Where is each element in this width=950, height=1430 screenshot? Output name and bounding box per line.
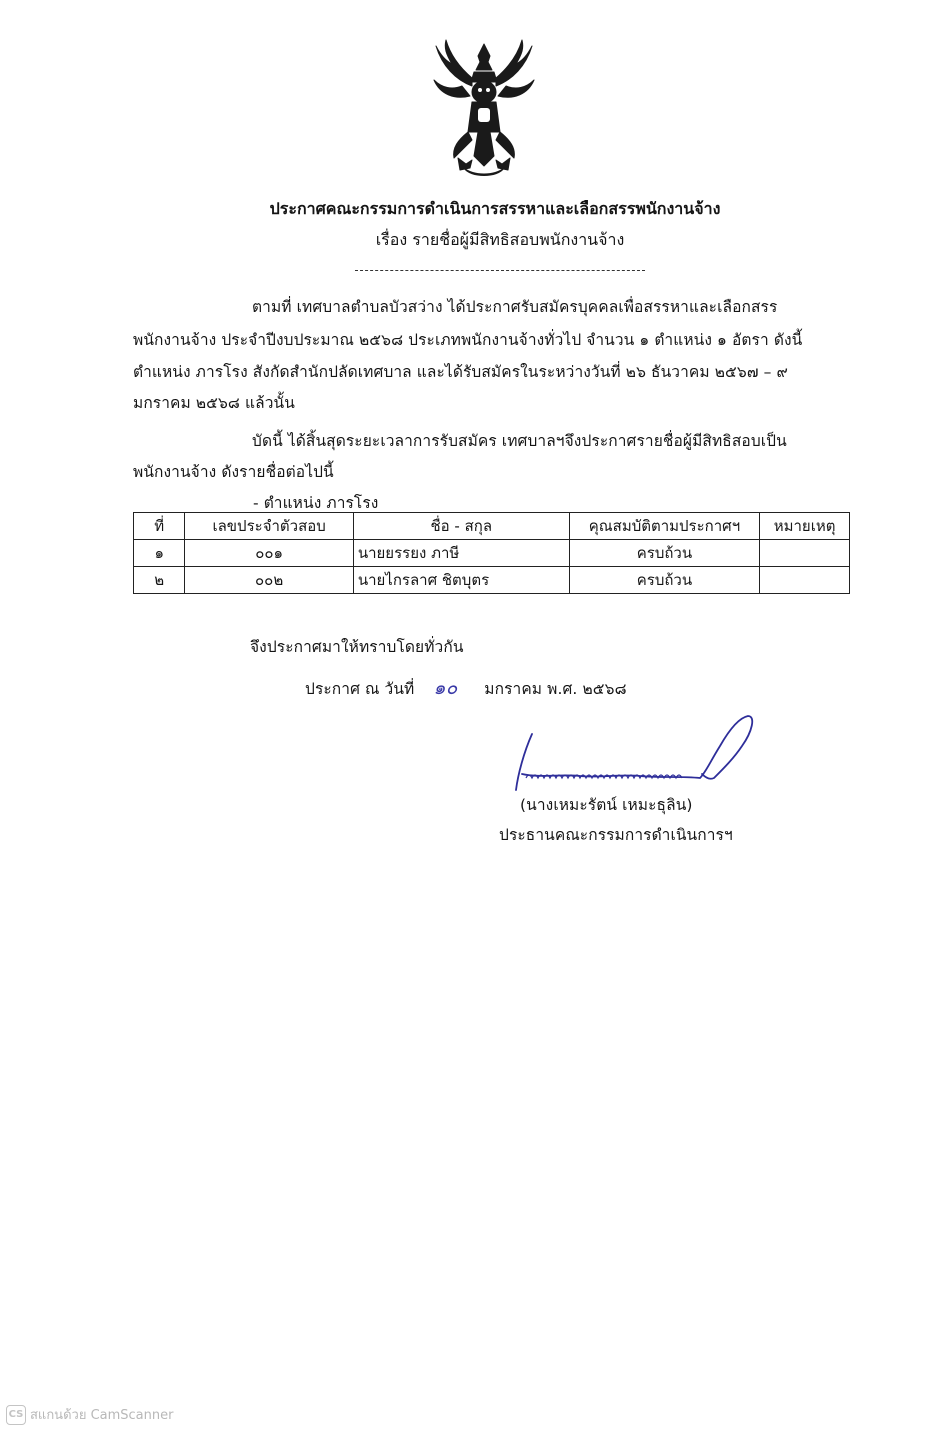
cell-remark (760, 567, 850, 594)
header-no: ที่ (134, 513, 185, 540)
paragraph-2-line-2: พนักงานจ้าง ดังรายชื่อต่อไปนี้ (133, 463, 334, 481)
candidate-table (133, 512, 850, 594)
date-prefix: ประกาศ ณ วันที่ (305, 680, 415, 698)
announcement-subject: เรื่อง รายชื่อผู้มีสิทธิสอบพนักงานจ้าง (375, 230, 625, 249)
announcement-date (305, 673, 627, 703)
paragraph-1-line-2: พนักงานจ้าง ประจำปีงบประมาณ ๒๕๖๘ ประเภทพนักงานจ้างทั่วไป จำนวน ๑ ตำแหน่ง ๑ อัตรา ดังนี้ (133, 331, 803, 349)
watermark-text: สแกนด้วย CamScanner (30, 1408, 174, 1423)
paragraph-2-line-1: บัดนี้ ได้สิ้นสุดระยะเวลาการรับสมัคร เทศบาลฯจึงประกาศรายชื่อผู้มีสิทธิสอบเป็น (252, 432, 787, 450)
signatory-title: ประธานคณะกรรมการดำเนินการฯ (499, 826, 733, 844)
camscanner-watermark (6, 1404, 173, 1425)
cell-remark (760, 540, 850, 567)
table-header-row (134, 513, 850, 540)
table-row (134, 540, 850, 567)
cell-no: ๒ (134, 567, 185, 594)
paragraph-1-line-1: ตามที่ เทศบาลตำบลบัวสว่าง ได้ประกาศรับสมัครบุคคลเพื่อสรรหาและเลือกสรร (252, 298, 778, 316)
position-label: - ตำแหน่ง ภารโรง (253, 494, 379, 512)
separator-line (355, 270, 645, 271)
handwritten-signature (510, 712, 760, 794)
cell-exam-id: ๐๐๒ (185, 567, 353, 594)
header-remark: หมายเหตุ (760, 513, 850, 540)
header-exam-id: เลขประจำตัวสอบ (185, 513, 353, 540)
cell-exam-id: ๐๐๑ (185, 540, 353, 567)
table-row (134, 567, 850, 594)
camscanner-logo: CS (6, 1405, 26, 1425)
date-day-handwritten: ๑๐ (433, 677, 458, 699)
date-suffix: มกราคม พ.ศ. ๒๕๖๘ (484, 680, 627, 698)
cell-qualification: ครบถ้วน (569, 567, 760, 594)
cell-qualification: ครบถ้วน (569, 540, 760, 567)
paragraph-1-line-3: ตำแหน่ง ภารโรง สังกัดสำนักปลัดเทศบาล และได้รับสมัครในระหว่างวันที่ ๒๖ ธันวาคม ๒๕๖๗ – ๙ (133, 363, 788, 381)
header-name: ชื่อ - สกุล (353, 513, 569, 540)
announcement-title: ประกาศคณะกรรมการดำเนินการสรรหาและเลือกสรรพนักงานจ้าง (269, 199, 721, 218)
garuda-emblem (428, 36, 540, 186)
signatory-name: (นางเหมะรัตน์ เหมะธุลิน) (520, 796, 693, 814)
cell-no: ๑ (134, 540, 185, 567)
closing-announce: จึงประกาศมาให้ทราบโดยทั่วกัน (250, 638, 464, 656)
header-qualification: คุณสมบัติตามประกาศฯ (569, 513, 760, 540)
cell-name: นายยรรยง ภาษี (353, 540, 569, 567)
cell-name: นายไกรลาศ ชิตบุตร (353, 567, 569, 594)
paragraph-1-line-4: มกราคม ๒๕๖๘ แล้วนั้น (133, 394, 295, 412)
